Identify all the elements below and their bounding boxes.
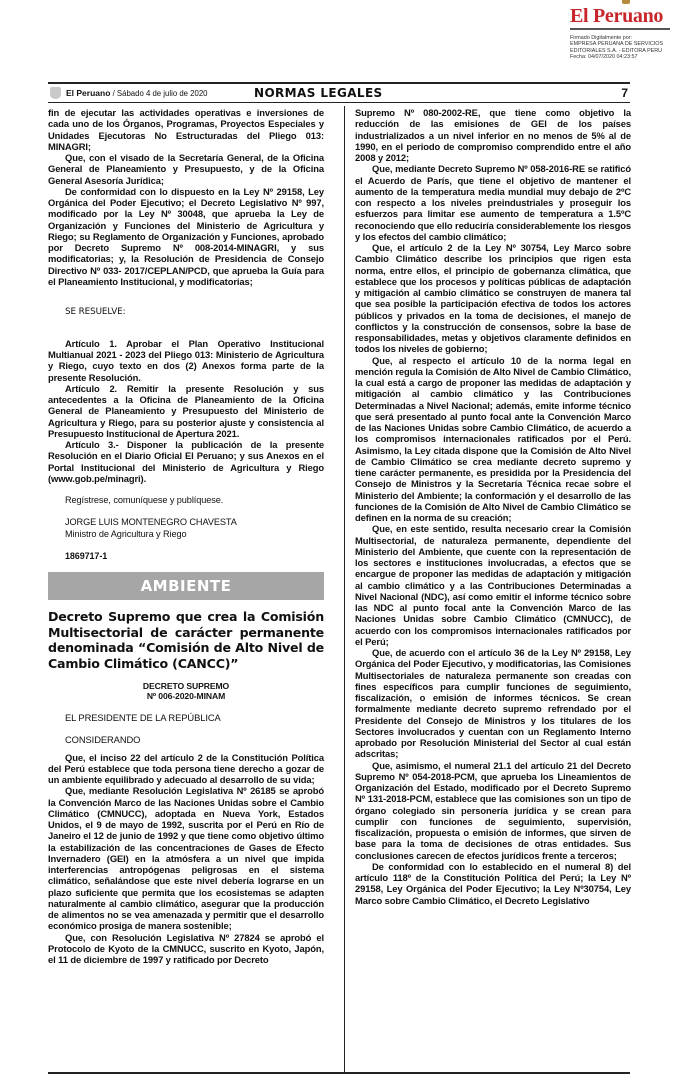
header-rule-top — [48, 82, 630, 84]
publication-name — [66, 88, 208, 98]
article-label: Artículo 2. — [65, 382, 118, 394]
section-title: NORMAS LEGALES — [254, 86, 383, 100]
decree-number: Nº 006-2020-MINAM — [146, 691, 226, 702]
paragraph: Que, con Resolución Legislativa Nº 27824 se aprobó el Protocolo de Kyoto de la CMNUCC, suscrito en Kyoto, Japón, el 11 de diciembre de 1997 y ratificado por Decreto — [48, 931, 324, 966]
paragraph: Que, en este sentido, resulta necesario crear la Comisión Multisectorial, de naturaleza permanente, dependiente del Ministerio del Ambiente, que cuente con la representación de los sectores e instituciones involucradas, a efectos que se encargue de proponer las medidas de adaptación y mitigación al cambio climático y a las Contribuciones Determinadas a Nivel Nacional (NDC), así como emitir el informe técnico sobre las NDC al punto focal ante la Convención Marco de las Naciones Unidas sobre Cambio Climático (CMNUCC), de acuerdo con los compromisos internacionales ratificados por el Perú; — [355, 523, 631, 647]
column-divider — [344, 106, 345, 1072]
paragraph: Que, el inciso 22 del artículo 2 de la Constitución Política del Perú establece que toda persona tiene derecho a gozar de un ambiente equilibrado y adecuado al desarrollo de su vida; — [48, 751, 324, 786]
right-column — [355, 107, 631, 906]
section-banner: AMBIENTE — [48, 572, 324, 600]
decree-heading — [48, 681, 324, 701]
decree-type: DECRETO SUPREMO — [142, 681, 230, 692]
document-code: 1869717-1 — [65, 550, 108, 561]
article-text: Aprobar el Plan Operativo Institucional Multianual 2021 - 2023 del Pliego 013: Ministerio de Agricultura y Riego, cuyo texto en dos (2) Anexos forma parte de la presente Resolución. — [48, 337, 324, 383]
paragraph: De conformidad con lo dispuesto en la Ley Nº 29158, Ley Orgánica del Poder Ejecutivo; el Decreto Legislativo Nº 997, modificado por la Ley Nº 30048, que aprueba la Ley de Organización y Funciones del Ministerio de Agricultura y Riego; su Reglamento de Organización y Funciones, aprobado por Decreto Supremo Nº 008-2014-MINAGRI, y sus modificatorias; y, la Resolución de Presidencia de Consejo Directivo Nº 033- 2017/CEPLAN/PCD, que aprueba la Guía para el Planeamiento Institucional, y modificatorias; — [48, 185, 324, 287]
paragraph: Que, al respecto el artículo 10 de la norma legal en mención regula la Comisión de Alto Nivel de Cambio Climático, la cual está a cargo de proponer las medidas de adaptación y mitigación al cambio climático y las Contribuciones Determinadas a Nivel Nacional; además, emite informe técnico que será presentado al punto focal ante la Convención Marco de las Naciones Unidas sobre Cambio Climático, de acuerdo a los compromisos internacionales ratificados por el Perú. Asimismo, la Ley citada dispone que la Comisión de Alto Nivel de Cambio Climático se crea mediante decreto supremo y tiene carácter permanente, es presidida por la Presidencia del Consejo de Ministros y la Secretaría Técnica recae sobre el Ministerio del Ambiente; la conformación y el desarrollo de las funciones de la Comisión de Alto Nivel de Cambio Climático se definen en la norma de su creación; — [355, 354, 631, 523]
signer-title: Ministro de Agricultura y Riego — [65, 528, 187, 539]
paragraph: De conformidad con lo establecido en el numeral 8) del artículo 118º de la Constitución Política del Perú; la Ley Nº 29158, Ley Orgánica del Poder Ejecutivo; la Ley Nº30754, Ley Marco sobre Cambio Climático, el Decreto Legislativo — [355, 860, 631, 906]
coat-of-arms-icon — [622, 0, 630, 4]
president-heading: EL PRESIDENTE DE LA REPÚBLICA — [65, 712, 221, 724]
article-2 — [48, 383, 324, 439]
header-rule-bottom — [48, 102, 630, 103]
signature-line: EDITORIALES S.A. - EDITORA PERU — [570, 47, 663, 54]
page-header — [48, 86, 630, 101]
signature-date: Fecha: 04/07/2020 04:23:57 — [570, 54, 638, 61]
signer-name: JORGE LUIS MONTENEGRO CHAVESTA — [65, 517, 237, 528]
publication-date: / Sábado 4 de julio de 2020 — [110, 89, 208, 98]
paragraph: Que, de acuerdo con el artículo 36 de la Ley Nº 29158, Ley Orgánica del Poder Ejecutivo, y modificatorias, las Comisiones Multisectoriales de naturaleza permanente son creadas con fines específicos para cumplir funciones de seguimiento, fiscalización, o emisión de informes técnicos. Se crean formalmente mediante decreto supremo refrendado por el Presidente del Consejo de Ministros y los titulares de los Sectores involucrados y cuentan con un Reglamento Interno aprobado por Resolución Ministerial del Sector al cual están adscritas; — [355, 647, 631, 760]
paragraph: Que, mediante Resolución Legislativa Nº 26185 se aprobó la Convención Marco de las Naciones Unidas sobre el Cambio Climático (CMNUCC), adoptada en Nueva York, Estados Unidos, el 9 de mayo de 1992, suscrita por el Perú en Río de Janeiro el 12 de junio de 1992 y que tiene como objetivo último la estabilización de las concentraciones de Gases de Efecto Invernadero (GEI) en la atmósfera a un nivel que impida interferencias antropógenas peligrosas en el sistema climático, señalándose que este nivel debería lograrse en un plazo suficiente que permita que los ecosistemas se adapten naturalmente al cambio climático, asegurar que la producción de alimentos no se vea amenazada y permitir que el desarrollo económico prosiga de manera sostenible; — [48, 785, 324, 932]
paragraph: Que, con el visado de la Secretaría General, de la Oficina General de Planeamiento y Presupuesto, y de la Oficina General Asesoría Jurídica; — [48, 152, 324, 186]
publication-title: El Peruano — [66, 88, 111, 98]
paragraph: fin de ejecutar las actividades operativas e inversiones de cada uno de los Órganos, Programas, Proyectos Especiales y Unidades Ejecutoras No Estructuradas del Pliego 013: MINAGRI; — [48, 107, 324, 152]
resolution-heading: SE RESUELVE: — [65, 306, 126, 317]
logo-text: El Peruano — [570, 5, 664, 27]
logo-underline — [570, 28, 670, 30]
el-peruano-logo — [570, 6, 675, 26]
article-label: Artículo 1. — [65, 337, 117, 349]
decree-title: Decreto Supremo que crea la Comisión Multisectorial de carácter permanente denominada “Comisión de Alto Nivel de Cambio Climático (CANCC)” — [48, 609, 324, 671]
article-text: Disponer la publicación de la presente Resolución en el Diario Oficial El Peruano; y sus Anexos en el Portal Institucional del Ministerio de Agricultura y Riego (www.gob.pe/minagri). — [48, 439, 324, 484]
left-column — [48, 107, 324, 965]
digital-signature-stamp — [570, 6, 675, 61]
paragraph: Que, asimismo, el numeral 21.1 del artículo 21 del Decreto Supremo Nº 054-2018-PCM, que aprueba los Lineamientos de Organización del Estado, modificado por el Decreto Supremo Nº 131-2018-PCM, establece que las comisiones son un tipo de órgano colegiado sin personería jurídica y se crean para cumplir con funciones de seguimiento, supervisión, fiscalización, propuesta o emisión de informes, que sirven de base para la toma de decisiones de otras entidades. Sus conclusiones carecen de efectos jurídicos frente a terceros; — [355, 759, 631, 861]
closing-formula: Regístrese, comuníquese y publíquese. — [65, 495, 224, 506]
page-number: 7 — [621, 86, 628, 100]
article-1 — [48, 338, 324, 383]
paragraph: Que, el artículo 2 de la Ley Nº 30754, Ley Marco sobre Cambio Climático describe los principios que rigen esta norma, entre ellos, el principio de gobernanza climática, que establece que los procesos y políticas públicas de adaptación y mitigación al cambio climático se construyen de manera tal que sea posible la participación efectiva de todos los actores públicos y privados en la toma de decisiones, el manejo de conflictos y la construcción de consensos, sobre la base de responsabilidades, metas y objetivos claramente definidos en todos los niveles de gobierno; — [355, 242, 631, 355]
signature-line: EMPRESA PERUANA DE SERVICIOS — [570, 41, 664, 48]
article-label: Artículo 3.- — [65, 439, 119, 451]
article-text: Remitir la presente Resolución y sus antecedentes a la Oficina de Planeamiento de la Oficina General de Planeamiento y Presupuesto del Ministerio de Agricultura y Riego, para su posterior ajuste y consistencia al Presupuesto Institucional de Apertura 2021. — [48, 382, 324, 439]
article-3 — [48, 439, 324, 484]
emblem-icon — [50, 87, 61, 99]
footer-rule — [48, 1072, 630, 1074]
paragraph: Supremo Nº 080-2002-RE, que tiene como objetivo la reducción de las emisiones de GEI de los países industrializados a un nivel inferior en no menos de 5% al de 1990, en el periodo de compromiso comprendido entre el año 2008 y 2012; — [355, 107, 631, 163]
paragraph: Que, mediante Decreto Supremo Nº 058-2016-RE se ratificó el Acuerdo de París, que tiene el objetivo de mantener el aumento de la temperatura media mundial muy debajo de 2ºC con respecto a los niveles preindustriales y proseguir los esfuerzos para limitar ese aumento de temperatura a 1.5ºC reconociendo que ello reduciría considerablemente los riesgos y los efectos del cambio climático; — [355, 163, 631, 242]
signature-line: Firmado Digitalmente por: — [570, 35, 633, 41]
considerando-heading: CONSIDERANDO — [65, 734, 141, 746]
